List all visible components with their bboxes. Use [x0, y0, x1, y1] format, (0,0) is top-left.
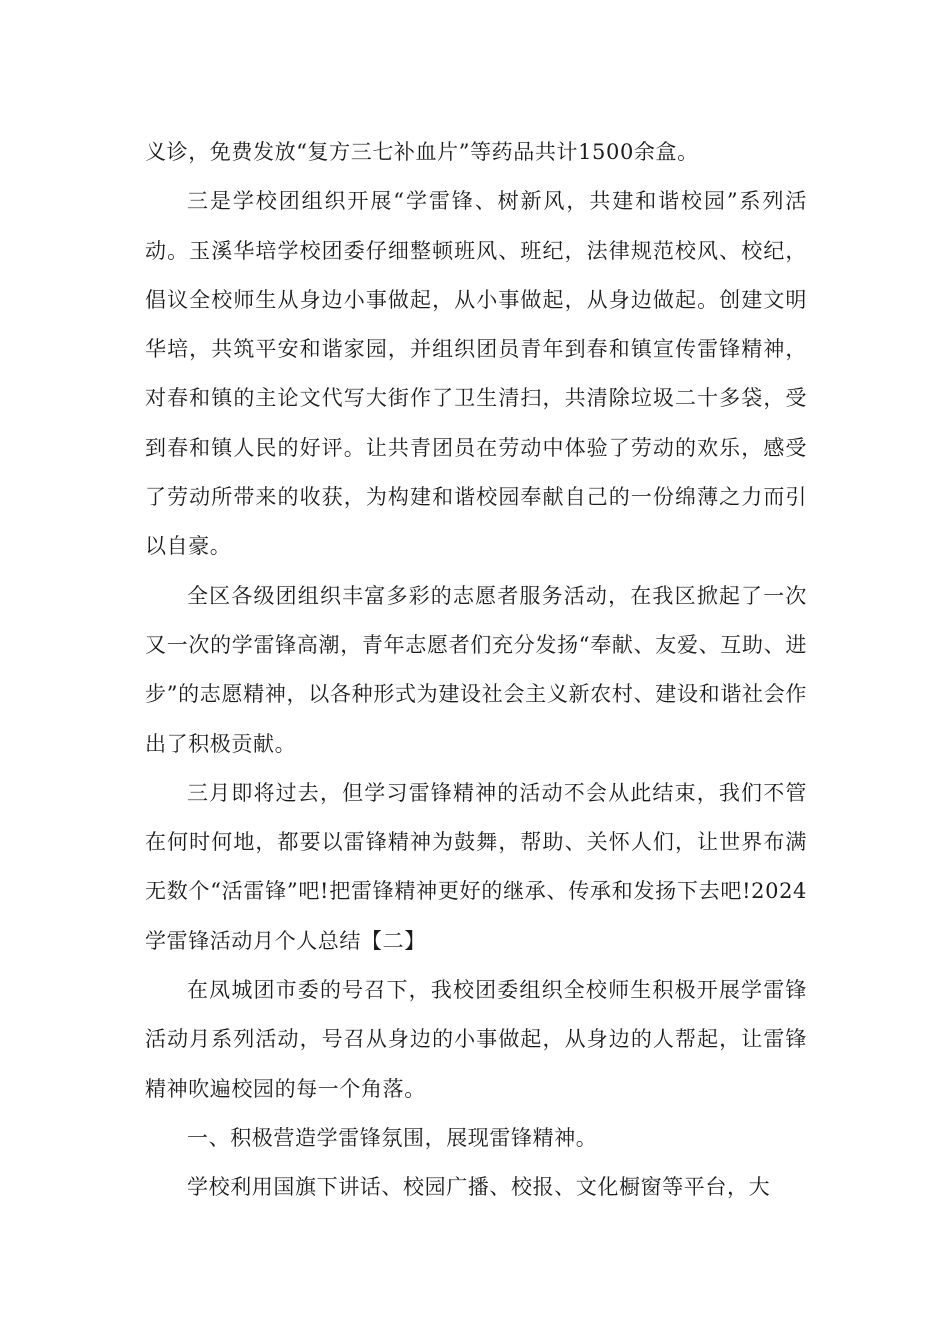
document-body: [145, 128, 807, 1213]
paragraph-6: 一、积极营造学雷锋氛围，展现雷锋精神。: [187, 1125, 598, 1150]
paragraph-7: 学校利用国旗下讲话、校园广播、校报、文化橱窗等平台，大: [187, 1175, 771, 1200]
paragraph-3: 全区各级团组织丰富多彩的志愿者服务活动，在我区掀起了一次又一次的学雷锋高潮，青年志愿者们充分发扬“奉献、友爱、互助、进步”的志愿精神，以各种形式为建设社会主义新农村、建设和谐社会作出了积极贡献。: [145, 583, 807, 756]
paragraph-5: 在凤城团市委的号召下，我校团委组织全校师生积极开展学雷锋活动月系列活动，号召从身边的小事做起，从身边的人帮起，让雷锋精神吹遍校园的每一个角落。: [145, 978, 807, 1101]
paragraph-1: 义诊，免费发放“复方三七补血片”等药品共计1500余盒。: [145, 140, 699, 164]
paragraph-4: 三月即将过去，但学习雷锋精神的活动不会从此结束，我们不管在何时何地，都要以雷锋精神为鼓舞，帮助、关怀人们，让世界布满无数个“活雷锋”吧!把雷锋精神更好的继承、传承和发扬下去吧!2024学雷锋活动月个人总结【二】: [145, 780, 807, 953]
paragraph-2: 三是学校团组织开展“学雷锋、树新风，共建和谐校园”系列活动。玉溪华培学校团委仔细整顿班风、班纪，法律规范校风、校纪，倡议全校师生从身边小事做起，从小事做起，从身边做起。创建文明华培，共筑平安和谐家园，并组织团员青年到春和镇宣传雷锋精神，对春和镇的主论文代写大街作了卫生清扫，共清除垃圾二十多袋，受到春和镇人民的好评。让共青团员在劳动中体验了劳动的欢乐，感受了劳动所带来的收获，为构建和谐校园奉献自己的一份绵薄之力而引以自豪。: [145, 189, 807, 559]
